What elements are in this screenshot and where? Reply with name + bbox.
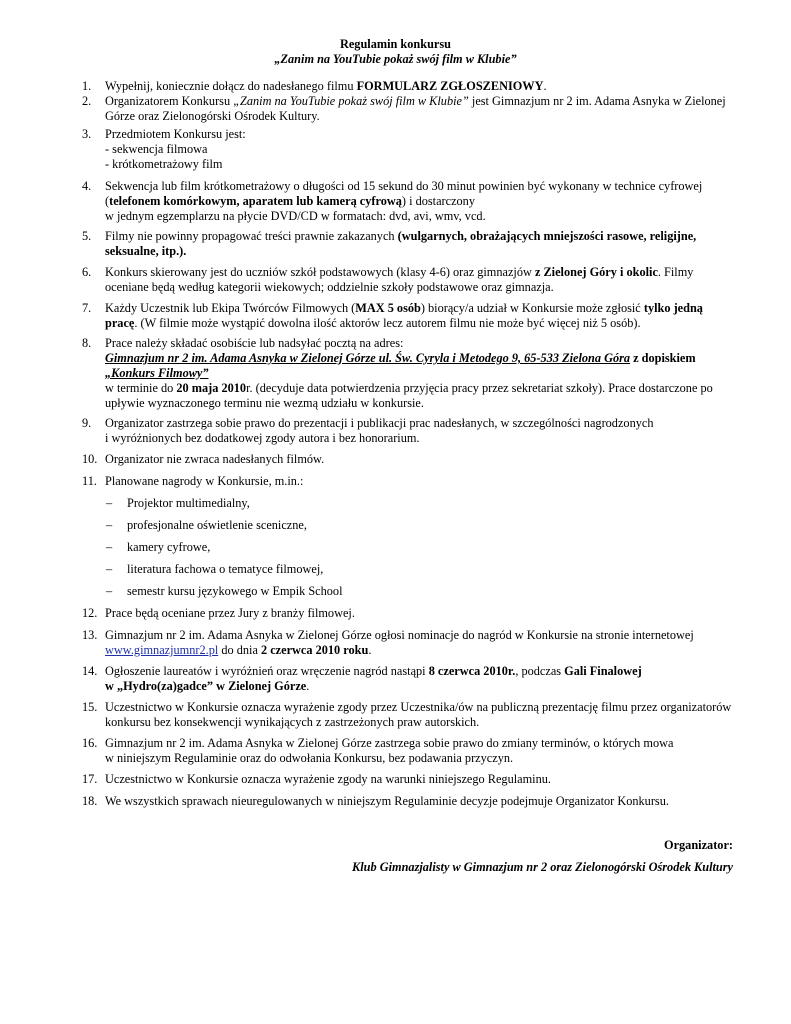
item-text: Ogłoszenie laureatów i wyróżnień oraz wręczenie nagród nastąpi <box>105 664 429 678</box>
item-text-bold: z dopiskiem <box>630 351 696 365</box>
item-number: 9. <box>82 416 92 430</box>
nomination-date: 2 czerwca 2010 roku <box>260 643 369 657</box>
document-subtitle: „Zanim na YouTubie pokaż swój film w Klubie” <box>274 52 517 66</box>
item-text: i wyróżnionych bez dodatkowej zgody autora i bez honorarium. <box>105 431 420 445</box>
item-text: ) biorący/a udział w Konkursie może zgłosić <box>420 301 644 315</box>
item-subpoint: - sekwencja filmowa <box>105 142 208 156</box>
item-text: oceniane będą według kategorii wiekowych; oddzielnie szkoły podstawowe oraz gimnazja. <box>105 280 554 294</box>
rule-item-9 <box>82 416 734 446</box>
item-number: 7. <box>82 301 92 315</box>
item-text: Organizator nie zwraca nadesłanych filmów. <box>105 452 325 466</box>
rule-item-18 <box>82 794 734 809</box>
rule-item-10 <box>82 452 734 467</box>
rule-item-11 <box>82 474 734 489</box>
item-text: Górze oraz Zielonogórski Ośrodek Kultury. <box>105 109 320 123</box>
item-text: Przedmiotem Konkursu jest: <box>105 127 246 141</box>
organizer-name: Klub Gimnazjalisty w Gimnazjum nr 2 oraz Zielonogórski Ośrodek Kultury <box>352 860 733 874</box>
item-text: Gimnazjum nr 2 im. Adama Asnyka w Zielonej Górze ogłosi nominacje do nagród w Konkursie na stronie internetowej <box>105 628 694 642</box>
item-text-bold: pracę <box>105 316 135 330</box>
dash-bullet: – <box>106 584 113 598</box>
item-text: Sekwencja lub film krótkometrażowy o długości od 15 sekund do 30 minut powinien być wykonany w technice cyfrowej <box>105 179 703 193</box>
rule-item-17 <box>82 772 734 787</box>
item-number: 15. <box>82 700 98 714</box>
document-title: Regulamin konkursu <box>339 37 452 51</box>
item-number: 17. <box>82 772 98 786</box>
item-text-bold: FORMULARZ ZGŁOSZENIOWY <box>356 79 544 93</box>
rule-item-2 <box>82 94 734 124</box>
prize-item <box>106 496 250 511</box>
item-text-bold: MAX 5 osób <box>355 301 421 315</box>
item-text: . (W filmie może wystąpić dowolna ilość aktorów lecz autorem filmu nie może być więcej niż 5 osób). <box>134 316 641 330</box>
item-text: . Filmy <box>657 265 694 279</box>
item-number: 18. <box>82 794 98 808</box>
rule-item-5 <box>82 229 734 259</box>
item-number: 6. <box>82 265 92 279</box>
item-text: konkursu bez konsekwencji wynikających z zastrzeżonych praw autorskich. <box>105 715 480 729</box>
item-text: . <box>543 79 547 93</box>
item-text: Prace należy składać osobiście lub nadsyłać pocztą na adres: <box>105 336 404 350</box>
gala-date: 8 czerwca 2010r. <box>428 664 516 678</box>
item-text: Planowane nagrody w Konkursie, m.in.: <box>105 474 304 488</box>
dash-bullet: – <box>106 518 113 532</box>
item-text-bold: telefonem komórkowym, aparatem lub kamerą cyfrową <box>109 194 402 208</box>
postal-address: Gimnazjum nr 2 im. Adama Asnyka w Zielonej Górze ul. Św. Cyryla i Metodego 9, 65-533 Zielona Góra <box>105 351 631 365</box>
item-text: w jednym egzemplarzu na płycie DVD/CD w formatach: dvd, avi, wmv, vcd. <box>105 209 486 223</box>
prize-text: literatura fachowa o tematyce filmowej, <box>127 562 324 576</box>
rule-item-15 <box>82 700 734 730</box>
item-text: Wypełnij, koniecznie dołącz do nadesłanego filmu <box>105 79 357 93</box>
item-text: We wszystkich sprawach nieuregulowanych w niniejszym Regulaminie decyzje podejmuje Organizator Konkursu. <box>105 794 669 808</box>
rule-item-14 <box>82 664 734 694</box>
prize-item <box>106 584 343 599</box>
rule-item-1 <box>82 79 734 94</box>
rule-item-13 <box>82 628 734 658</box>
item-number: 3. <box>82 127 92 141</box>
gala-venue: w „Hydro(za)gadce” w Zielonej Górze <box>105 679 307 693</box>
item-text: Uczestnictwo w Konkursie oznacza wyrażenie zgody przez Uczestnika/ów na publiczną prezentację filmu przez organizatorów <box>105 700 732 714</box>
item-text-bold: tylko jedną <box>643 301 703 315</box>
item-text: . <box>306 679 310 693</box>
item-subpoint: - krótkometrażowy film <box>105 157 223 171</box>
item-number: 5. <box>82 229 92 243</box>
prize-text: Projektor multimedialny, <box>127 496 250 510</box>
prize-text: kamery cyfrowe, <box>127 540 211 554</box>
item-number: 11. <box>82 474 97 488</box>
item-text: ) i dostarczony <box>401 194 475 208</box>
item-text-bold: z Zielonej Góry i okolic <box>534 265 658 279</box>
gala-name: Gali Finalowej <box>564 664 642 678</box>
website-link[interactable]: www.gimnazjumnr2.pl <box>105 643 219 657</box>
item-text: Gimnazjum nr 2 im. Adama Asnyka w Zielonej Górze zastrzega sobie prawo do zmiany terminów, o których mowa <box>105 736 674 750</box>
item-number: 2. <box>82 94 92 108</box>
rule-item-12 <box>82 606 734 621</box>
item-text: jest Gimnazjum nr 2 im. Adama Asnyka w Zielonej <box>468 94 726 108</box>
item-number: 8. <box>82 336 92 350</box>
item-text: w niniejszym Regulaminie oraz do odwołania Konkursu, bez podawania przyczyn. <box>105 751 514 765</box>
prize-item <box>106 518 307 533</box>
organizer-label: Organizator: <box>664 838 733 852</box>
item-text: . <box>368 643 372 657</box>
rule-item-4 <box>82 179 734 224</box>
dash-bullet: – <box>106 496 113 510</box>
item-text: do dnia <box>218 643 261 657</box>
item-text: Organizatorem Konkursu <box>105 94 234 108</box>
deadline-date: 20 maja 2010 <box>176 381 247 395</box>
item-text: w terminie do <box>105 381 177 395</box>
rule-item-6 <box>82 265 734 295</box>
rule-item-16 <box>82 736 734 766</box>
envelope-note: „Konkurs Filmowy” <box>105 366 209 380</box>
item-number: 4. <box>82 179 92 193</box>
prize-text: semestr kursu językowego w Empik School <box>127 584 343 598</box>
item-text: Prace będą oceniane przez Jury z branży filmowej. <box>105 606 355 620</box>
item-number: 1. <box>82 79 92 93</box>
item-text: Każdy Uczestnik lub Ekipa Twórców Filmowych ( <box>105 301 356 315</box>
item-number: 10. <box>82 452 98 466</box>
prize-text: profesjonalne oświetlenie sceniczne, <box>127 518 307 532</box>
prize-item <box>106 540 210 555</box>
item-text-bold: seksualne, itp.). <box>105 244 187 258</box>
item-number: 13. <box>82 628 98 642</box>
item-text: Konkurs skierowany jest do uczniów szkół podstawowych (klasy 4-6) oraz gimnazjów <box>105 265 535 279</box>
item-text: Uczestnictwo w Konkursie oznacza wyrażenie zgody na warunki niniejszego Regulaminu. <box>105 772 551 786</box>
prize-item <box>106 562 323 577</box>
item-number: 16. <box>82 736 98 750</box>
item-text: , podczas <box>515 664 565 678</box>
item-text: Filmy nie powinny propagować treści prawnie zakazanych <box>105 229 398 243</box>
rule-item-3 <box>82 127 734 172</box>
rule-item-8 <box>82 336 734 411</box>
rule-item-7 <box>82 301 734 331</box>
item-number: 14. <box>82 664 98 678</box>
dash-bullet: – <box>106 540 113 554</box>
item-text-bold: (wulgarnych, obrażających mniejszości rasowe, religijne, <box>397 229 697 243</box>
item-text: upływie wyznaczonego terminu nie wezmą udziału w konkursie. <box>105 396 424 410</box>
item-text-italic: „Zanim na YouTubie pokaż swój film w Klubie” <box>233 94 469 108</box>
dash-bullet: – <box>106 562 113 576</box>
item-text: ( <box>105 194 110 208</box>
item-text: r. (decyduje data potwierdzenia przyjęcia pracy przez sekretariat szkoły). Prace dostarczone po <box>246 381 713 395</box>
item-number: 12. <box>82 606 98 620</box>
item-text: Organizator zastrzega sobie prawo do prezentacji i publikacji prac nadesłanych, w szczególności nagrodzonych <box>105 416 654 430</box>
